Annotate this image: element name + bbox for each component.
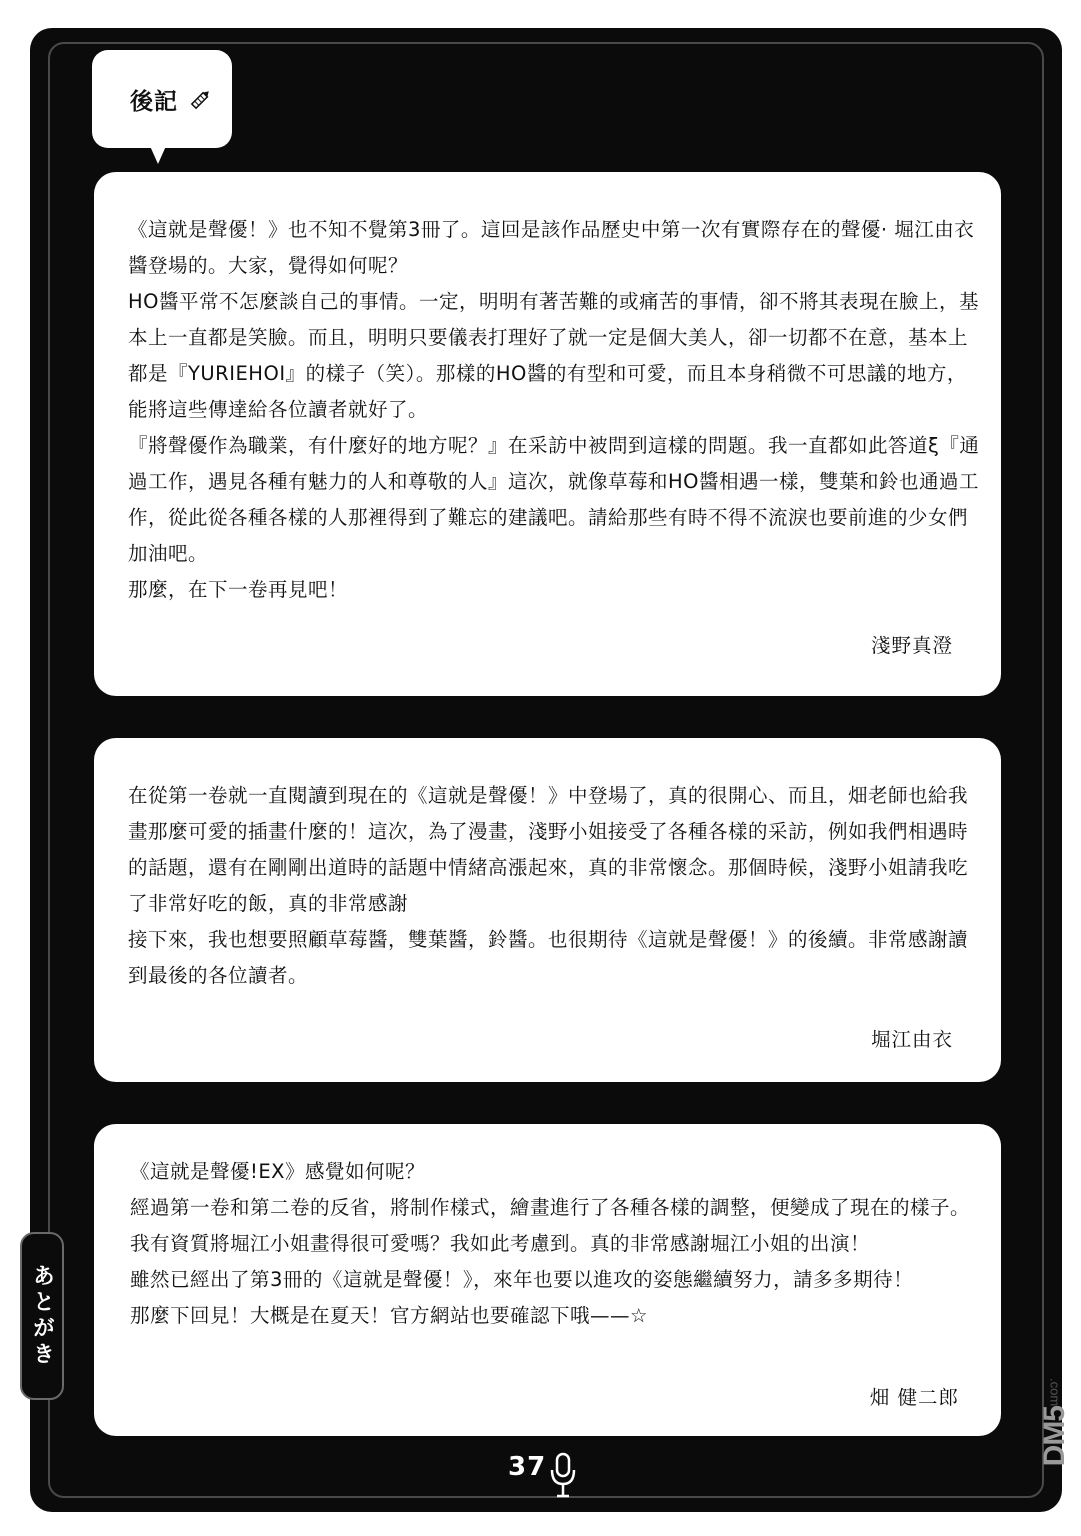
page-number: 37	[508, 1452, 547, 1482]
note-signature: 堀江由衣	[870, 1028, 953, 1051]
note-paragraph: 《這就是聲優！》也不知不覺第3冊了。這回是該作品歷史中第一次有實際存在的聲優· 堀江由衣醬登場的。大家，覺得如何呢？	[128, 218, 975, 277]
note-paragraph: 那麼，在下一卷再見吧！	[128, 578, 349, 601]
note-paragraph: 我有資質將堀江小姐畫得很可愛嗎？我如此考慮到。真的非常感謝堀江小姐的出演！	[130, 1232, 871, 1255]
note-signature: 畑 健二郎	[869, 1386, 959, 1409]
note-paragraph: HO醬平常不怎麼談自己的事情。一定，明明有著苦難的或痛苦的事情，卻不將其表現在臉上，基本上一直都是笑臉。而且，明明只要儀表打理好了就一定是個大美人，卻一切都不在意，基本上都是『YURIEHOI』的樣子（笑）。那樣的HO醬的有型和可愛，而且本身稍微不可思議的地方，能將這些傳達給各位讀者就好了。	[128, 290, 980, 421]
afterword-note-asano	[94, 172, 1001, 696]
note-paragraph: 那麼下回見！大概是在夏天！官方網站也要確認下哦——☆	[130, 1304, 648, 1327]
note-paragraph: 接下來，我也想要照顧草莓醬，雙葉醬，鈴醬。也很期待《這就是聲優！》的後續。非常感謝讀到最後的各位讀者。	[128, 928, 969, 987]
watermark-suffix: .com	[1047, 1378, 1063, 1407]
watermark	[1040, 1378, 1070, 1514]
afterword-note-hata	[94, 1124, 1001, 1436]
note-signature: 淺野真澄	[870, 634, 953, 657]
title-bubble	[92, 50, 232, 148]
afterword-note-horie	[94, 738, 1001, 1082]
side-tab-label: あとがき	[29, 1264, 55, 1368]
microphone-icon	[548, 1450, 578, 1506]
watermark-brand: DM5	[1038, 1406, 1071, 1467]
note-paragraph: 在從第一卷就一直閱讀到現在的《這就是聲優！》中登場了，真的很開心、而且，畑老師也給我畫那麼可愛的插畫什麼的！這次，為了漫畫，淺野小姐接受了各種各樣的采訪，例如我們相遇時的話題，還有在剛剛出道時的話題中情緒高漲起來，真的非常懷念。那個時候，淺野小姐請我吃了非常好吃的飯，真的非常感謝	[128, 784, 969, 915]
note-paragraph: 《這就是聲優!EX》感覺如何呢？	[130, 1160, 425, 1183]
note-paragraph: 經過第一卷和第二卷的反省，將制作樣式，繪畫進行了各種各樣的調整，便變成了現在的樣子。	[130, 1196, 971, 1219]
pencil-icon	[188, 86, 214, 112]
note-paragraph: 雖然已經出了第3冊的《這就是聲優！》，來年也要以進攻的姿態繼續努力，請多多期待！	[130, 1268, 914, 1291]
note-paragraph: 『將聲優作為職業，有什麼好的地方呢？』在采訪中被問到這樣的問題。我一直都如此答道ξ『通過工作，遇見各種有魅力的人和尊敬的人』這次，就像草莓和HO醬相遇一樣，雙葉和鈴也通過工作，從此從各種各樣的人那裡得到了難忘的建議吧。請給那些有時不得不流淚也要前進的少女們加油吧。	[128, 434, 980, 565]
side-tab	[20, 1232, 64, 1400]
page-title: 後記	[130, 88, 178, 115]
